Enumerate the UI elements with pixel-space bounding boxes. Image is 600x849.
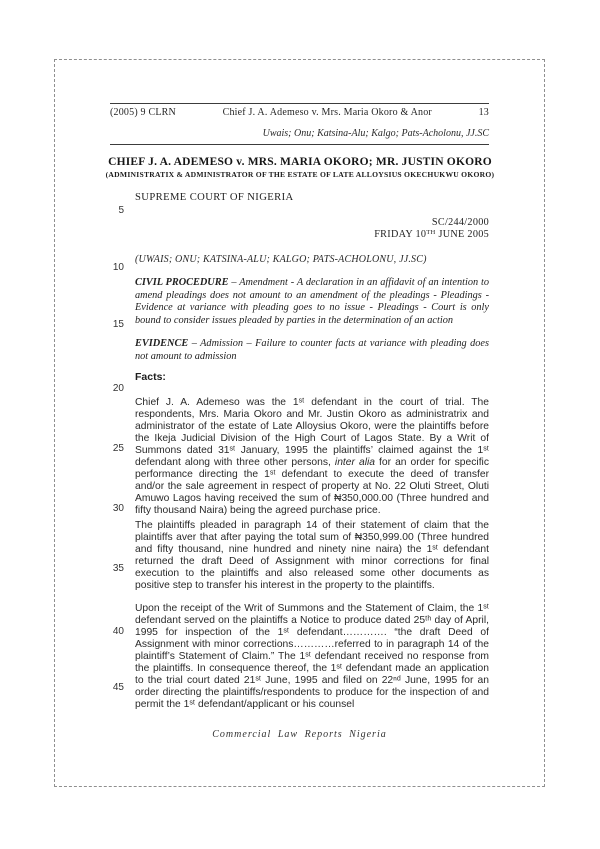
latin-phrase-italic: inter alia <box>334 457 375 468</box>
margin-line-number-10: 10 <box>112 262 124 273</box>
headnote-text: Amendment - A declaration in an affidavit of an intention to amend pleadings does not amount to an amendment of the pleadings - Pleadings - Evidence at variance with pleading goes to no issue - Pleadings - Court is only bound to consider issues pleaded by parties in the determination of an action <box>135 277 490 326</box>
header-rule-top <box>110 103 489 104</box>
page-number: 13 <box>478 107 489 118</box>
footer-imprint: Commercial Law Reports Nigeria <box>212 729 387 740</box>
headnote-label: CIVIL PROCEDURE <box>135 277 229 288</box>
margin-line-number-45: 45 <box>112 682 124 693</box>
facts-paragraph-3: Upon the receipt of the Writ of Summons and the Statement of Claim, the 1ˢᵗ defendant served on the plaintiffs a Notice to produce dated 25ᵗʰ day of April, 1995 for inspection of the 1ˢᵗ defendant…………. “the draft Deed of Assignment with minor corrections…………referred to in paragraph 14 of the plaintiff’s Statement of Claim.” The 1ˢᵗ defendant received no response from the plaintiffs. In consequence thereof, the 1ˢᵗ defendant made an application to the trial court dated 21ˢᵗ June, 1995 and filed on 22ⁿᵈ June, 1995 for an order directing the plaintiffs/respondents to produce for the inspection of and permit the 1ˢᵗ defendant/applicant or his counsel <box>135 603 489 710</box>
coram-line: (UWAIS; ONU; KATSINA-ALU; KALGO; PATS-ACHOLONU, JJ.SC) <box>135 254 427 265</box>
suit-number: SC/244/2000 <box>431 217 489 228</box>
headnote-text: Admission – Failure to counter facts at variance with pleading does not amount to admission <box>135 338 489 362</box>
facts-heading: Facts: <box>135 371 166 383</box>
court-name: SUPREME COURT OF NIGERIA <box>135 192 294 203</box>
facts-paragraph-2: The plaintiffs pleaded in paragraph 14 of their statement of claim that the plaintiffs aver that after paying the total sum of ₦350,999.00 (Three hundred and fifty thousand, nine hundred and ninety nine naira) the 1ˢᵗ defendant returned the draft Deed of Assignment with minor corrections for final execution to the plaintiffs and also released some other documents as positive step to transfer his interest in the property to the plaintiffs. <box>135 520 489 591</box>
margin-line-number-15: 15 <box>112 319 124 330</box>
headnote-dash: – <box>188 338 201 349</box>
running-header <box>110 107 489 118</box>
facts-paragraph-1 <box>135 397 489 517</box>
citation: (2005) 9 CLRN <box>110 107 176 118</box>
hearing-date-rest: JUNE 2005 <box>435 229 489 240</box>
margin-line-number-5: 5 <box>118 205 124 216</box>
paragraph-text: for an order for specific performance directing the 1ˢᵗ defendant to execute the deed of transfer and/or the sale agreement in respect of property at No. 22 Oluti Street, Oluti Amuwo Lagos having received the sum of ₦350,000.00 (Three hundred and fifty thousand Naira) being the agreed purchase price. <box>135 457 489 516</box>
margin-line-number-30: 30 <box>112 503 124 514</box>
headnote-label: EVIDENCE <box>135 338 189 349</box>
case-subtitle: (ADMINISTRATIX & ADMINISTRATOR OF THE ESTATE OF LATE ALLOYSIUS OKECHUKWU OKORO) <box>105 170 495 179</box>
judges-byline: Uwais; Onu; Katsina-Alu; Kalgo; Pats-Acholonu, JJ.SC <box>262 128 489 139</box>
headnote-evidence <box>135 338 489 363</box>
hearing-date-day: FRIDAY 10 <box>374 229 427 240</box>
margin-line-number-40: 40 <box>112 626 124 637</box>
case-title: CHIEF J. A. ADEMESO v. MRS. MARIA OKORO; MR. JUSTIN OKORO <box>108 156 492 168</box>
margin-line-number-25: 25 <box>112 443 124 454</box>
headnote-dash: – <box>228 277 240 288</box>
hearing-date-ordinal-superscript: TH <box>426 229 436 236</box>
case-short-title: Chief J. A. Ademeso v. Mrs. Maria Okoro & Anor <box>222 107 432 118</box>
margin-line-number-35: 35 <box>112 563 124 574</box>
margin-line-number-20: 20 <box>112 383 124 394</box>
paragraph-text: Chief J. A. Ademeso was the 1ˢᵗ defendant in the court of trial. The respondents, Mrs. Maria Okoro and Mr. Justin Okoro as administratrix and administrator of the estate of Late Alloysius Okoro, were the plaintiffs before the Ikeja Judicial Division of the High Court of Lagos State. By a Writ of Summons dated 31ˢᵗ January, 1995 the plaintiffs’ claimed against the 1ˢᵗ defendant along with three other persons, <box>135 397 489 468</box>
header-rule-bottom <box>110 144 489 145</box>
hearing-date <box>110 229 489 240</box>
headnote-civil-procedure <box>135 277 489 327</box>
